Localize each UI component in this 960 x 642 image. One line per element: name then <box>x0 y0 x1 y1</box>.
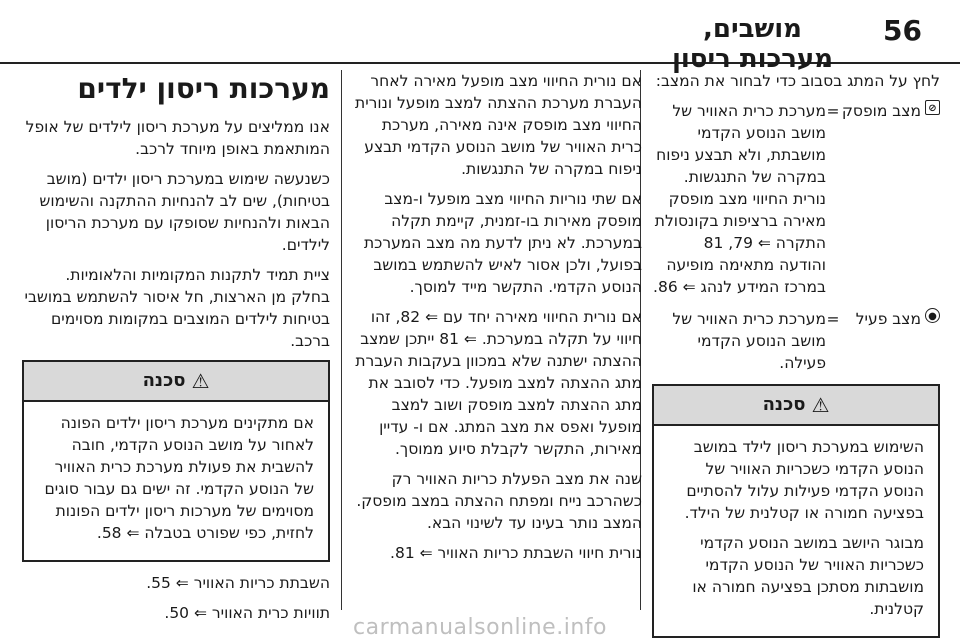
body-paragraph: ציית תמיד לתקנות המקומיות והלאומיות. בחלק מן הארצות, חל איסור להשתמש במושבי בטיחות לילדים המוצבים במקומות מסוימים ברכב. <box>24 266 330 350</box>
warning-paragraph: אם מתקינים מערכת ריסון ילדים הפונה לאחור על מושב הנוסע הקדמי, חובה להשבית את פעולת מערכת כרית האוויר של הנוסע הקדמי. זה ישים גם עבור סוגים מסוימים של מערכות ריסון ילדים הפונות לחזית, כפי שפורט בטבלה ⇐ 58. <box>44 414 314 542</box>
equals-sign: = <box>826 102 840 120</box>
body-paragraph: נורית חיווי השבתת כריות האוויר ⇐ 81. <box>390 544 642 562</box>
running-title: מושבים, מערכות ריסון <box>671 14 834 74</box>
section-heading: מערכות ריסון ילדים <box>77 72 330 105</box>
cross-reference[interactable]: השבתת כריות האוויר ⇐ 55. <box>146 574 330 592</box>
cross-reference[interactable]: תוויות כרית האוויר ⇐ 50. <box>164 604 330 622</box>
definition-term <box>840 308 940 374</box>
middle-column <box>352 70 642 610</box>
body-paragraph: אם נורית החיווי מצב מופעל מאירה לאחר העברת מערכת ההצתה למצב מופעל ונורית החיווי מצב מופסק אינה מאירה, מערכת כרית האוויר של מושב הנוסע הקדמי תבצע ניפוח במקרה של התנגשות. <box>355 72 642 178</box>
airbag-on-icon: ● <box>925 308 940 323</box>
warning-title: סכנה <box>762 394 806 415</box>
warning-body <box>654 426 938 636</box>
column-divider <box>341 70 342 610</box>
warning-paragraph: מבוגר היושב במושב הנוסע הקדמי כשכריות האוויר של הנוסע הקדמי מושבתות מסתכן בפציעה חמורה או קטלנית. <box>692 534 924 618</box>
definition-desc: מערכת כרית האוויר של מושב הנוסע הקדמי פעילה. <box>672 310 826 372</box>
page-number: 56 <box>883 14 922 47</box>
left-column <box>22 70 330 622</box>
warning-triangle-icon: ⚠ <box>811 393 830 417</box>
definition-term-label: מצב פעיל <box>855 310 921 328</box>
intro-text: לחץ על המתג בסבוב כדי לבחור את המצב: <box>655 72 940 90</box>
definition-airbag-off <box>652 100 940 298</box>
danger-warning-box <box>22 360 330 562</box>
warning-header <box>654 386 938 426</box>
body-paragraph: כשנעשה שימוש במערכת ריסון ילדים (מושב בטיחות), שים לב להנחיות ההתקנה והשימוש הבאות ולהנחיות שסופקו עם מערכת הריסון לילדים. <box>39 170 330 254</box>
watermark: carmanualsonline.info <box>353 615 607 640</box>
definition-desc: מערכת כרית האוויר של מושב הנוסע הקדמי מושבתת, ולא תבצע ניפוח במקרה של התנגשות. נורית החיווי מצב מופסק מאירה ברציפות בקונסולת התקרה ⇐ 79, 81 והודעה מתאימה מופיעה במרכז המידע לנהג ⇐ 86. <box>653 102 826 296</box>
body-paragraph: אנו ממליצים על מערכת ריסון לילדים של אופל המותאמת באופן מיוחד לרכב. <box>25 118 330 158</box>
warning-header <box>24 362 328 402</box>
body-paragraph: שנה את מצב הפעלת כריות האוויר רק כשהרכב נייח ומפתח ההצתה במצב מופסק. המצב נותר בעינו עד לשינוי הבא. <box>356 470 642 532</box>
body-paragraph: אם שתי נוריות החיווי מצב מופעל ו-מצב מופסק מאירות בו-זמנית, קיימת תקלה במערכת. לא ניתן לדעת מה מצב המערכת בפועל, ולכן אסור לאיש להשתמש במושב הנוסע הקדמי. התקשר מייד למוסך. <box>363 190 642 296</box>
definition-term <box>840 100 940 298</box>
definition-airbag-on <box>652 308 940 374</box>
page-header <box>0 0 960 74</box>
danger-warning-box <box>652 384 940 638</box>
airbag-off-icon: ⊘ <box>925 100 940 115</box>
warning-title: סכנה <box>142 370 186 391</box>
equals-sign: = <box>826 310 840 328</box>
body-paragraph: אם נורית החיווי מאירה יחד עם ⇐ 82, זהו חיווי על תקלה במערכת. ⇐ 81 ייתכן שמצב ההצתה ישתנה שלא במכוון בעקבות העברת מתג ההצתה למצב מופעל. כדי לסובב את מתג ההצתה למצב מופסק ושוב למצב מופעל ואפס את מצב המתג. אם ו- עדיין מאירות, התקשר לקבלת סיוע ממוסך. <box>355 308 642 458</box>
warning-body <box>24 402 328 560</box>
right-column <box>652 70 940 618</box>
definition-term-label: מצב מופסק <box>841 102 921 120</box>
warning-triangle-icon: ⚠ <box>191 369 210 393</box>
warning-paragraph: השימוש במערכת ריסון לילד במושב הנוסע הקדמי כשכריות האוויר של הנוסע הקדמי פעילות עלול להסתיים בפציעה חמורה או קטלנית של הילד. <box>684 438 924 522</box>
